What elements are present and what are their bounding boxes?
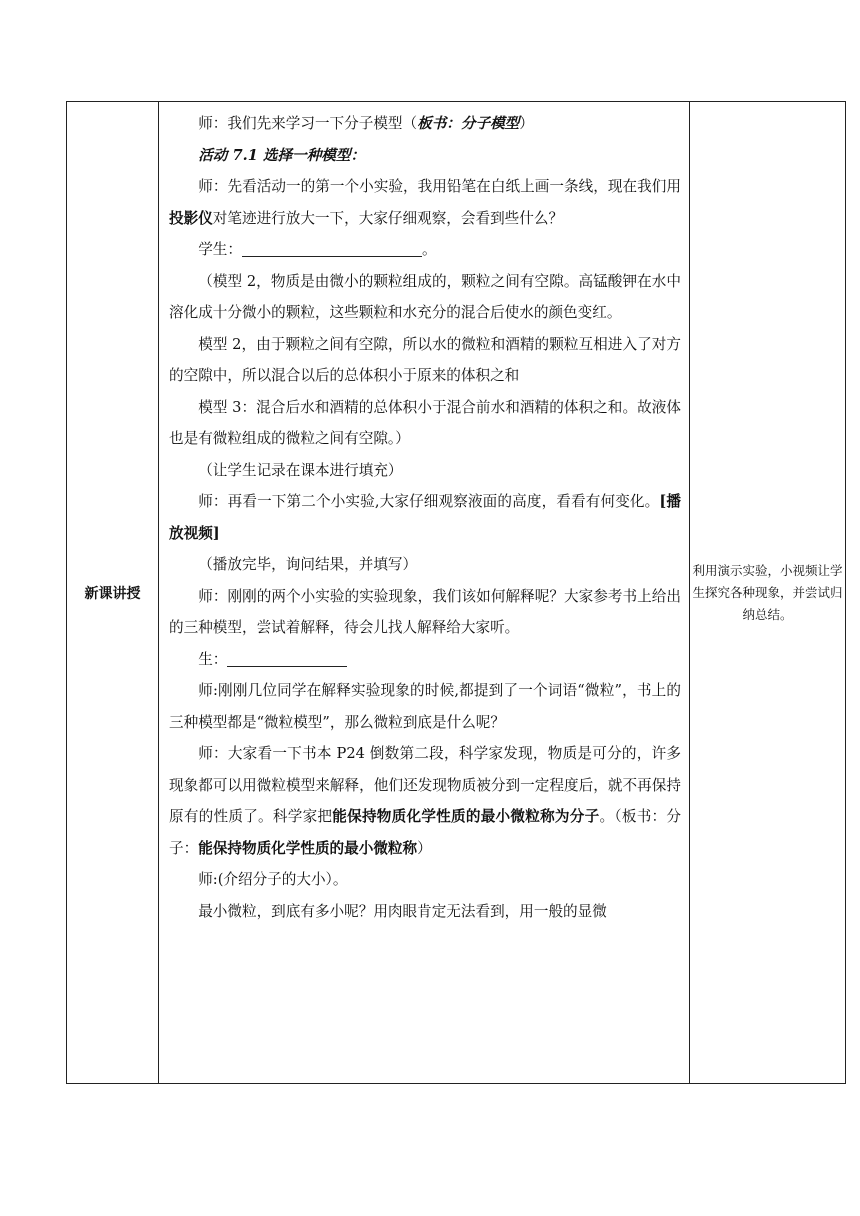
table-row (67, 102, 846, 1084)
bold-term: [播放视频] (169, 493, 681, 542)
paragraph: 师:(介绍分子的大小）。 (198, 871, 348, 888)
side-note: 利用演示实验，小视频让学生探究各种现象，并尝试归纳总结。 (690, 102, 846, 1084)
bold-term: 能保持物质化学性质的最小微粒称为分子 (332, 808, 600, 825)
text-run: 。（板书：分子： (169, 808, 681, 857)
lesson-table (66, 101, 846, 1084)
paragraph: 师：刚刚的两个小实验的实验现象，我们该如何解释呢？大家参考书上给出的三种模型，尝试着解释，待会儿找人解释给大家听。 (169, 587, 681, 636)
text-run: 师：大家看一下书本 P24 倒数第二段，科学家发现，物质是可分的，许多现象都可以用微粒模型来解释，他们还发现物质被分到一定程度后，就不再保持原有的性质了。科学家把 (169, 745, 681, 825)
text-run: 师：我们先来学习一下分子模型（ (198, 115, 418, 132)
paragraph: （让学生记录在课本进行填充） (198, 461, 403, 479)
board-note: 板书：分子模型 (417, 115, 520, 132)
paragraph: 模型 3：混合后水和酒精的总体积小于混合前水和酒精的体积之和。故液体也是有微粒组成的微粒之间有空隙。） (169, 398, 681, 447)
paragraph: 最小微粒，到底有多小呢？用肉眼肯定无法看到，用一般的显微 (198, 902, 607, 920)
text-run: 生： (198, 650, 228, 668)
paragraph (169, 171, 681, 234)
paragraph: 师:刚刚几位同学在解释实验现象的时候,都提到了一个词语“微粒”，书上的三种模型都是“微粒模型”，那么微粒到底是什么呢？ (169, 682, 681, 731)
text-run: 师：再看一下第二个小实验,大家仔细观察液面的高度，看看有何变化。 (198, 493, 660, 510)
answer-blank (227, 650, 347, 666)
paragraph (169, 738, 681, 864)
text-run: 师：先看活动一的第一个小实验，我用铅笔在白纸上画一条线，现在我们用 (198, 178, 681, 195)
lesson-content-cell (159, 102, 690, 1084)
lesson-content (159, 102, 689, 1083)
paragraph: （播放完毕，询问结果，并填写） (198, 556, 418, 573)
paragraph (169, 234, 681, 266)
text-run: ） (417, 839, 432, 857)
paragraph: （模型 2，物质是由微小的颗粒组成的，颗粒之间有空隙。高锰酸钾在水中溶化成十分微小的颗粒，这些颗粒和水充分的混合后使水的颜色变红。 (169, 272, 681, 321)
text-run: 。 (421, 241, 437, 258)
paragraph (169, 644, 681, 676)
paragraph (169, 486, 681, 549)
section-label: 新课讲授 (67, 102, 159, 1084)
paragraph (169, 108, 681, 140)
paragraph: 模型 2，由于颗粒之间有空隙，所以水的微粒和酒精的颗粒互相进入了对方的空隙中，所以混合以后的总体积小于原来的体积之和 (169, 335, 681, 384)
text-run: 学生： (198, 241, 242, 258)
text-run: ） (519, 115, 534, 132)
activity-heading: 活动 7.1 选择一种模型： (198, 146, 366, 164)
bold-term: 能保持物质化学性质的最小微粒称 (198, 839, 418, 857)
bold-term: 投影仪 (169, 209, 213, 227)
answer-blank (242, 241, 422, 257)
text-run: 对笔迹进行放大一下，大家仔细观察，会看到些什么？ (212, 209, 564, 227)
